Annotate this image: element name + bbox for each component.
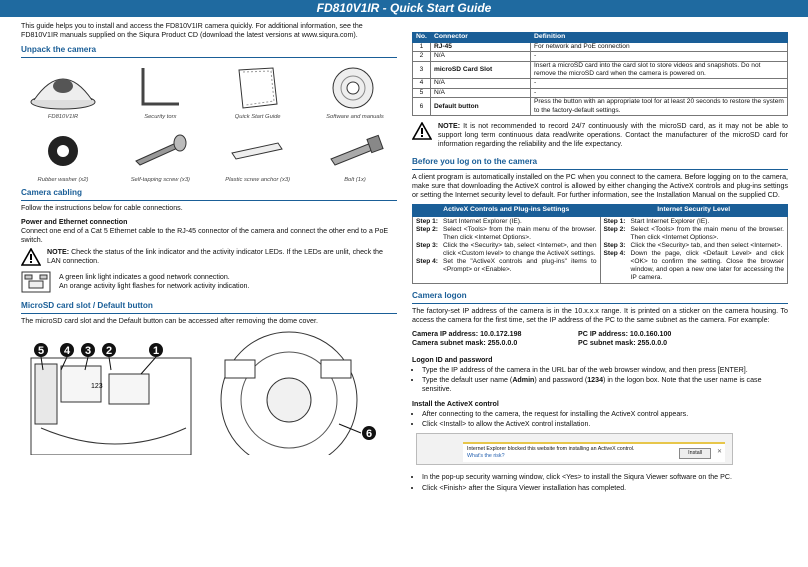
screw-icon (130, 131, 190, 171)
package-row-2 (21, 125, 397, 184)
lan-note: NOTE: Check the status of the link indicator and the activity indicator LEDs. If the LEDs are unlit, check the LAN connection. (21, 248, 397, 268)
list-item: • After connecting to the camera, the request for installing the ActiveX control appears. (422, 410, 788, 419)
right-column (412, 32, 788, 494)
svg-text:6: 6 (365, 428, 373, 441)
pc-mask: PC subnet mask: 255.0.0.0 (578, 338, 668, 347)
item-camera: FD810V1IR (21, 62, 105, 121)
list-item: • Click <Finish> after the Siqura Viewer installation has completed. (422, 484, 788, 493)
table-row: 5 N/A - (413, 88, 788, 97)
ip-row-2 (412, 339, 788, 348)
warning-icon (412, 122, 432, 140)
table-row: 3 microSD Card Slot Insert a microSD card into the card slot to store videos and snapshots. Do not remove the microSD card when the camera is powered on. (413, 61, 788, 79)
activex-title: Install the ActiveX control (412, 400, 499, 409)
item-bolt: Bolt (1x) (313, 125, 397, 184)
security-steps: Step 1: Start Internet Explorer (IE). Step 2: Select <Tools> from the main menu of the browser. Then click <Internet Options>. Step 3: Click the <Security> tab, and then select <Internet>. Step 4: Down the page, click <Default Level> and click <OK> to confirm the setting. Close the browser window, and open a new one later for accessing the IP camera. (600, 216, 788, 283)
connector-table (412, 32, 788, 116)
list-item: • Type the IP address of the camera in the URL bar of the web browser window, and then press [ENTER]. (422, 366, 788, 375)
before-heading: Before you log on to the camera (412, 157, 788, 170)
conn-header-definition: Definition (530, 33, 787, 43)
torx-key-icon (135, 64, 185, 112)
ie-infobar-screenshot (416, 433, 733, 465)
item-cd: Software and manuals (313, 62, 397, 121)
ie-message: Internet Explorer blocked this website from installing an ActiveX control. (467, 446, 635, 453)
camera-mask: Camera subnet mask: 255.0.0.0 (412, 338, 518, 347)
svg-text:123: 123 (91, 383, 103, 391)
logon-list (422, 366, 788, 394)
table-row: 2 N/A - (413, 52, 788, 61)
svg-text:4: 4 (63, 345, 71, 358)
final-list (422, 473, 788, 492)
washer-icon (43, 131, 83, 171)
microsd-heading: MicroSD card slot / Default button (21, 301, 397, 314)
before-text: A client program is automatically installed on the PC when you connect to the camera. Before logging on to the camera, make sure that downloading the ActiveX control is allowed by either changing the ActiveX controls and plug-ins settings or setting the Internet security level to default. For further information, see the Installation Manual on the supplied CD. (412, 172, 788, 200)
power-title: Power and Ethernet connection (21, 218, 128, 227)
ie-risk-link[interactable]: What's the risk? (467, 453, 505, 460)
activex-steps: Step 1: Start Internet Explorer (IE). Step 2: Select <Tools> from the main menu of the browser. Then click <Internet Options>. Step 3: Click the <Security> tab, select <Internet>, and then click <Custom level> to change the ActiveX settings. Step 4: Set the "ActiveX controls and plug-ins" items to <Prompt> or <Enable>. (413, 216, 601, 283)
page-title: FD810V1IR - Quick Start Guide (0, 0, 808, 17)
item-screw: Self-tapping screw (x3) (118, 125, 202, 184)
led-green-text: A green link light indicates a good network connection. (59, 273, 230, 282)
microsd-text: The microSD card slot and the Default button can be accessed after removing the dome cover. (21, 316, 318, 325)
anchor-icon (226, 131, 290, 171)
guide-paper-icon (233, 64, 283, 112)
table-row: 6 Default button Press the button with an appropriate tool for at least 20 seconds to restore the system to the factory-default settings. (413, 98, 788, 116)
ie-infobar (463, 442, 725, 462)
unpack-heading: Unpack the camera (21, 45, 397, 58)
warning-icon (21, 248, 41, 266)
list-item: • Click <Install> to allow the ActiveX control installation. (422, 420, 788, 429)
ip-row-1 (412, 330, 788, 339)
item-anchor: Plastic screw anchor (x3) (216, 125, 300, 184)
camera-ip: Camera IP address: 10.0.172.198 (412, 329, 522, 338)
activex-header: ActiveX Controls and Plug-ins Settings (413, 205, 601, 217)
svg-text:2: 2 (105, 345, 113, 358)
table-row: 1 RJ-45 For network and PoE connection (413, 42, 788, 51)
microsd-note: NOTE: It is not recommended to record 24/7 continuously with the microSD card, as it may not be able to support long term continuous data read/write operations. Contact the manufacturer of the microSD card for information regarding the reliability and the life expectancy. (412, 122, 788, 151)
svg-text:3: 3 (84, 345, 92, 358)
cabling-heading: Camera cabling (21, 188, 397, 201)
svg-text:1: 1 (152, 345, 160, 358)
item-torx: Security torx (118, 62, 202, 121)
ie-install-button[interactable]: Install (679, 448, 711, 459)
cd-icon (327, 64, 383, 112)
table-row: 4 N/A - (413, 79, 788, 88)
svg-text:5: 5 (37, 345, 45, 358)
list-item: • Type the default user name (Admin) and password (1234) in the logon box. Note that the user name is case sensitive. (422, 376, 788, 394)
security-header: Internet Security Level (600, 205, 788, 217)
cabling-intro: Follow the instructions below for cable connections. (21, 203, 183, 212)
logon-heading: Camera logon (412, 291, 788, 304)
bolt-icon (323, 131, 387, 171)
list-item: • In the pop-up security warning window, click <Yes> to install the Siqura Viewer software on the PC. (422, 473, 788, 482)
led-orange-text: An orange activity light flashes for network activity indication. (59, 282, 250, 291)
rj45-port-icon (21, 271, 51, 293)
item-washer: Rubber washer (x2) (21, 125, 105, 184)
left-column (21, 22, 397, 458)
item-guide: Quick Start Guide (216, 62, 300, 121)
conn-header-no: No. (413, 33, 431, 43)
activex-table (412, 204, 788, 284)
activex-list (422, 410, 788, 429)
pc-ip: PC IP address: 10.0.160.100 (578, 329, 672, 338)
camera-internal-diagram (21, 330, 397, 455)
conn-header-connector: Connector (430, 33, 530, 43)
close-icon[interactable]: ✕ (716, 449, 722, 456)
dome-camera-icon (28, 64, 98, 112)
intro-text: This guide helps you to install and access the FD810V1IR camera quickly. For additional information, see the FD810V1IR manuals supplied on the Siqura Product CD (download the latest versions at www.siqura.com). (21, 22, 363, 40)
package-row-1 (21, 62, 397, 121)
led-info (21, 271, 397, 293)
logon-text: The factory-set IP address of the camera is in the 10.x.x.x range. It is printed on a sticker on the camera housing. To access the camera for the first time, set the IP address of the PC to the same subnet as the camera. For example: (412, 306, 788, 324)
power-text: Connect one end of a Cat 5 Ethernet cable to the RJ-45 connector of the camera and connect the other end to a PoE switch. (21, 227, 389, 245)
logon-id-title: Logon ID and password (412, 355, 493, 364)
